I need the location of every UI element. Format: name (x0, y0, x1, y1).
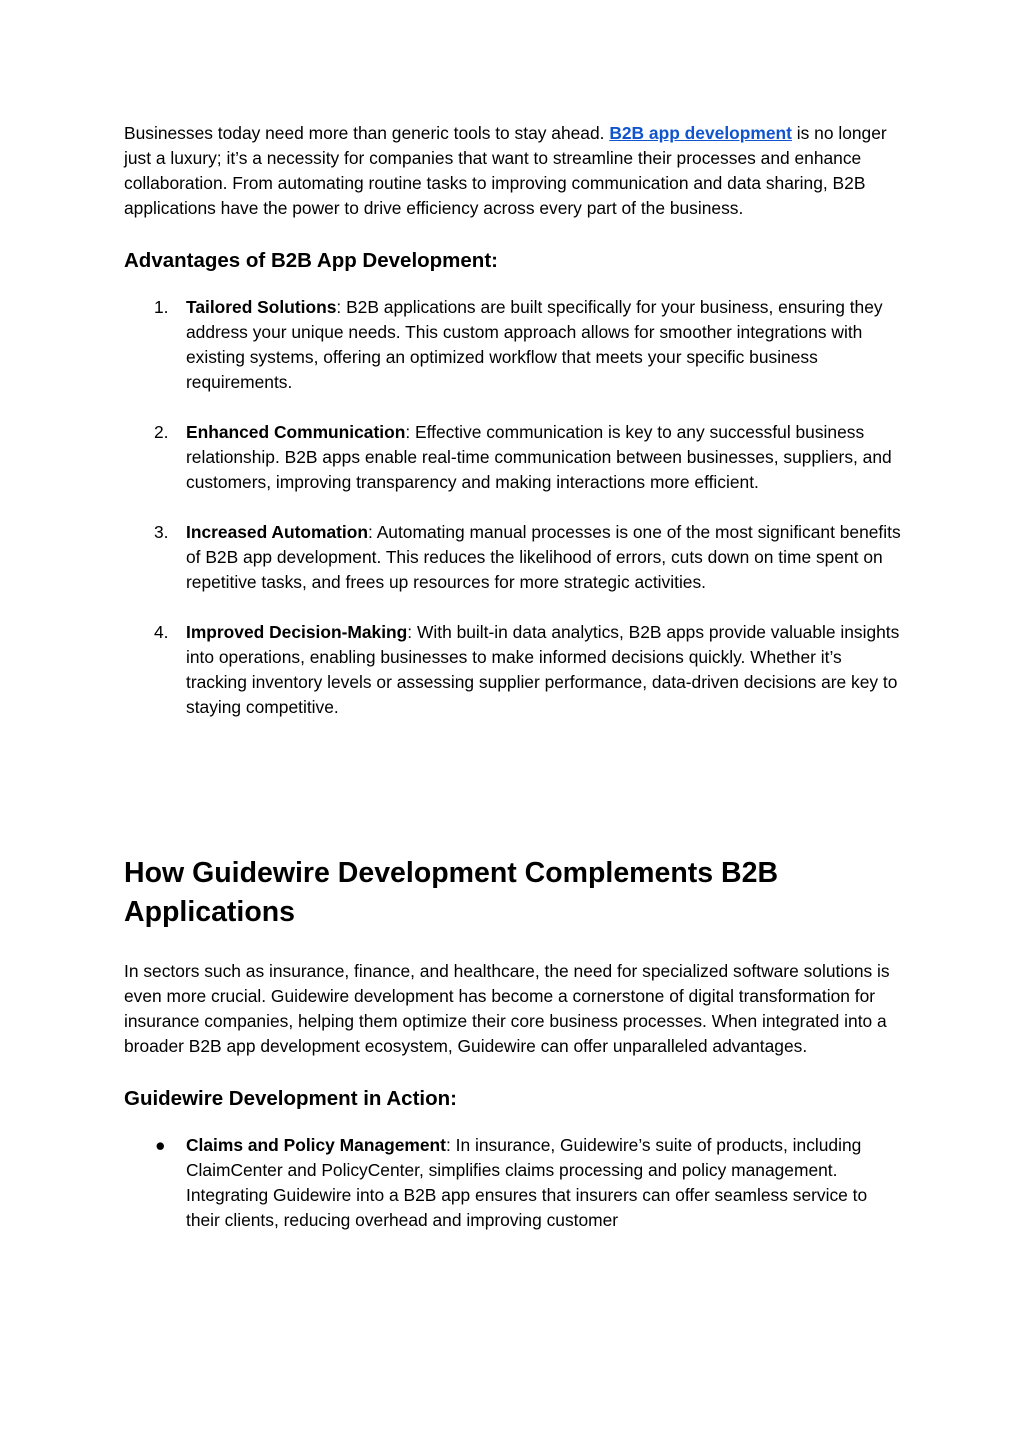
bullet-icon: ● (155, 1135, 166, 1155)
item-title: Increased Automation (186, 522, 368, 542)
item-title: Enhanced Communication (186, 422, 406, 442)
item-title: Claims and Policy Management (186, 1135, 446, 1155)
list-number: 2. (154, 422, 169, 442)
guidewire-paragraph: In sectors such as insurance, finance, and healthcare, the need for specialized software solutions is even more crucial. Guidewire development has become a cornerstone of digital transformation for insurance companies, helping them optimize their core business processes. When integrated into a broader B2B app development ecosystem, Guidewire can offer unparalleled advantages. (124, 961, 890, 1056)
advantages-heading: Advantages of B2B App Development: (124, 249, 498, 272)
document-page (124, 121, 904, 1233)
intro-text-start: Businesses today need more than generic tools to stay ahead. (124, 123, 610, 143)
list-number: 3. (154, 522, 169, 542)
guidewire-subheading: Guidewire Development in Action: (124, 1087, 457, 1110)
item-title: Improved Decision-Making (186, 622, 408, 642)
item-text: : With built-in data analytics, B2B apps provide valuable insights into operations, enabling businesses to make informed decisions quickly. Whether it’s tracking inventory levels or assessing supplier performance, data-driven decisions are key to staying competitive. (186, 622, 900, 717)
list-number: 1. (154, 297, 169, 317)
list-item (124, 620, 904, 720)
item-text: : B2B applications are built specifically for your business, ensuring they address your unique needs. This custom approach allows for smoother integrations with existing systems, offering an optimized workflow that meets your specific business requirements. (186, 297, 883, 392)
list-item (124, 520, 904, 595)
item-text: : Automating manual processes is one of the most significant benefits of B2B app development. This reduces the likelihood of errors, cuts down on time spent on repetitive tasks, and frees up resources for more strategic activities. (186, 522, 901, 592)
intro-paragraph (124, 121, 904, 221)
list-item (124, 1133, 904, 1233)
list-item (124, 420, 904, 495)
advantages-list (124, 295, 904, 720)
b2b-app-development-link[interactable]: B2B app development (609, 123, 792, 143)
guidewire-bullet-list (124, 1133, 904, 1233)
item-title: Tailored Solutions (186, 297, 337, 317)
guidewire-heading: How Guidewire Development Complements B2B Applications (124, 857, 779, 928)
list-number: 4. (154, 622, 169, 642)
item-text: : In insurance, Guidewire’s suite of products, including ClaimCenter and PolicyCenter, simplifies claims processing and policy management. Integrating Guidewire into a B2B app ensures that insurers can offer seamless service to their clients, reducing overhead and improving customer (186, 1135, 868, 1230)
item-text: : Effective communication is key to any successful business relationship. B2B apps enable real-time communication between businesses, suppliers, and customers, improving transparency and making interactions more efficient. (186, 422, 892, 492)
intro-text-end: is no longer just a luxury; it’s a necessity for companies that want to streamline their processes and enhance collaboration. From automating routine tasks to improving communication and data sharing, B2B applications have the power to drive efficiency across every part of the business. (124, 123, 887, 218)
list-item (124, 295, 904, 395)
